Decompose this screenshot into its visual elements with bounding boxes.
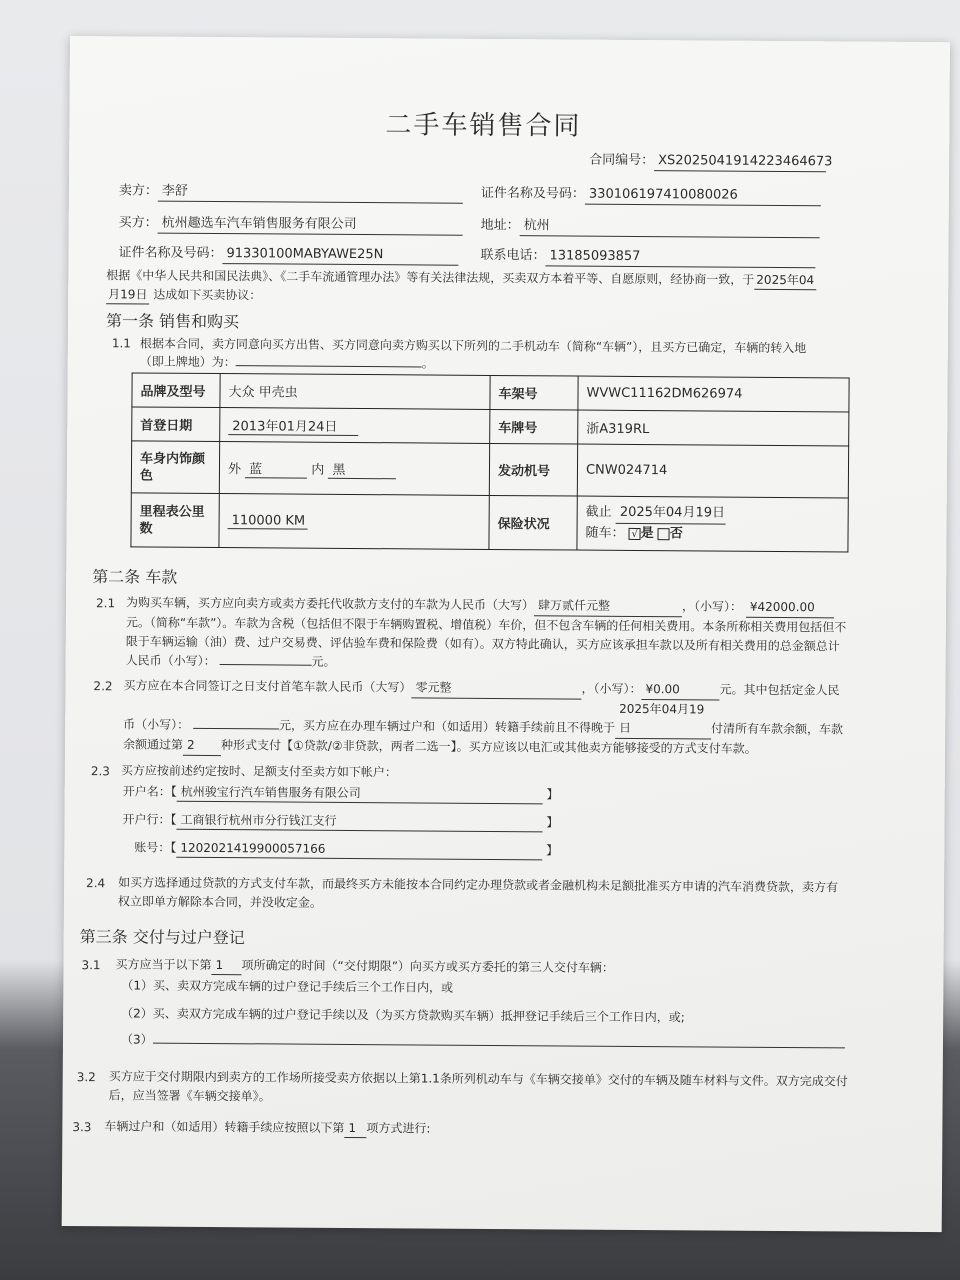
clause-2-4: 如买方选择通过贷款的方式支付车款，而最终买方未能按本合同约定办理贷款或者金融机构未足额批准买方申请的汽车消费贷款，卖方有权立即单方解除本合同，并没收定金。 <box>117 875 839 910</box>
price-upper: 肆万贰仟元整 <box>534 596 682 617</box>
transfer-option: 1 <box>344 1119 366 1138</box>
delivery-option-3: （3） <box>121 1030 845 1053</box>
buyer-id: 91330100MABYAWE25N <box>222 245 458 266</box>
plate-label: 车牌号 <box>490 409 578 444</box>
clause-2-1: 为购买车辆，买方应向卖方或卖方委托代收款方支付的车款为人民币（大写） 肆万贰仟元整 ，（小写）： ¥42000.00元。（简称“车款”）。车款为含税（包括但不限于车辆购置税、增值税）车价，但不包含车辆的任何相关费用。本条所称相关费用包括但不限于车辆运输（油）费、过户交易费、评估验车费和保险费（如有）。双方特此确认，买方应该承担车款以及所有相关费用的总金额总计人民币（小写）： 元。 <box>125 595 847 669</box>
article3-heading: 第三条 交付与过户登记 <box>79 927 245 948</box>
seller-name: 李舒 <box>158 183 463 204</box>
clause-number: 2.1 <box>95 596 116 611</box>
clause-2-3: 买方应按前述约定按时、足额支付至卖方如下帐户： <box>120 763 397 780</box>
interior-color: 黑 <box>328 458 396 478</box>
account-number: 1202021419900057166 <box>176 839 542 861</box>
vehicle-info-table <box>130 372 849 552</box>
engine-value: CNW024714 <box>577 444 848 498</box>
phone-row: 联系电话： 13185093857 <box>480 247 815 268</box>
exterior-color: 蓝 <box>245 458 307 478</box>
delivery-option: 1 <box>211 956 241 975</box>
clause-number: 3.3 <box>72 1120 92 1135</box>
balance-deadline: 2025年04月19日 <box>615 700 711 740</box>
reg-date-value: 2013年01月24日 <box>228 415 358 436</box>
buyer-address: 杭州 <box>520 217 820 238</box>
mileage-label: 里程表公里数 <box>131 493 219 548</box>
seller-id-row: 证件名称及号码： 330106197410080026 <box>481 185 821 206</box>
vin-value: WVWC11162DM626974 <box>578 376 849 412</box>
account-number-row: 账号：【 1202021419900057166 】 <box>134 838 558 860</box>
reg-date-label: 首登日期 <box>132 407 220 442</box>
table-row <box>131 493 848 552</box>
agreement-date-part1: 2025年04 <box>754 271 816 290</box>
buyer-phone: 13185093857 <box>545 247 815 268</box>
plate-value: 浙A319RL <box>578 410 849 446</box>
agreement-date-part2: 月19日 <box>106 285 149 304</box>
vin-label: 车架号 <box>490 375 578 410</box>
delivery-option-1: （1）买、卖双方完成车辆的过户登记手续后三个工作日内，或 <box>121 978 454 995</box>
mileage-cell <box>219 494 489 550</box>
contract-number: 合同编号： XS2025041914223464673 <box>589 152 826 173</box>
insurance-cell: 截止 2025年04月19日 随车： √ 是 否 <box>577 496 848 552</box>
clause-number: 2.2 <box>93 679 113 694</box>
clause-3-1: 买方应当于以下第 1 项所确定的时间（“交付期限”）向买方或买方委托的第三人交付车辆： <box>115 957 615 975</box>
clause-2-2: 买方应在本合同签订之日支付首笔车款人民币（大写） 零元整 ，（小写）： ¥0.00 元。其中包括定金人民币（小写）： 元，买方应在办理车辆过户和（如适用）转籍手续前且不得晚于2025年04月19日 付清所有车款余额，车款余额通过第 2 种形式支付【①贷款/②非贷款，两者二选一】。买方应该以电汇或其他卖方能够接受的方式支付车款。 <box>123 678 844 756</box>
bank-name: 工商银行杭州市分行钱江支行 <box>176 811 542 833</box>
clause-number: 2.3 <box>90 764 111 779</box>
article1-heading: 第一条 销售和购买 <box>105 311 240 332</box>
first-payment-lower: ¥0.00 <box>641 680 719 701</box>
insurance-label: 保险状况 <box>489 495 577 550</box>
brand-value: 大众 甲壳虫 <box>220 374 490 410</box>
clause-3-2: 买方应于交付期限内到卖方的工作场所接受卖方依据以上第1.1条所列机动车与《车辆交接单》交付的车辆及随车材料与文件。双方完成交付后，应当签署《车辆交接单》。 <box>108 1069 848 1104</box>
contract-title: 二手车销售合同 <box>385 110 582 142</box>
contract-number-value: XS2025041914223464673 <box>654 152 826 172</box>
table-row <box>131 441 848 498</box>
address-row: 地址： 杭州 <box>481 217 820 238</box>
intro-paragraph: 根据《中华人民共和国民法典》、《二手车流通管理办法》等有关法律法规，买卖双方本着平等、自愿原则，经协商一致，于 2025年04 月19日 达成如下买卖协议： <box>106 266 841 309</box>
engine-label: 发动机号 <box>489 443 577 496</box>
table-row <box>132 373 849 412</box>
buyer-name: 杭州趣选车汽车销售服务有限公司 <box>158 215 463 236</box>
color-label: 车身内饰颜色 <box>131 441 219 494</box>
article2-heading: 第二条 车款 <box>92 567 178 587</box>
table-row <box>132 407 849 446</box>
seller-id: 330106197410080026 <box>585 186 821 207</box>
clause-number: 1.1 <box>111 336 131 351</box>
seller-row: 卖方： 李舒 <box>119 182 463 203</box>
clause-number: 3.1 <box>81 958 101 973</box>
account-name: 杭州骏宝行汽车销售服务有限公司 <box>177 783 543 805</box>
checkbox-yes[interactable]: √ <box>629 527 641 539</box>
price-lower: ¥42000.00 <box>746 598 834 619</box>
buyer-id-row: 证件名称及号码： 91330100MABYAWE25N <box>118 244 458 265</box>
checkbox-no[interactable] <box>658 528 670 540</box>
bank-row: 开户行：【 工商银行杭州市分行钱江支行 】 <box>122 810 558 832</box>
brand-label: 品牌及型号 <box>132 373 220 408</box>
color-cell: 外 蓝 内 黑 <box>219 442 489 496</box>
insurance-until: 2025年04月19日 <box>616 503 726 525</box>
delivery-option-2: （2）买、卖双方完成车辆的过户登记手续以及（为买方贷款购买车辆）抵押登记手续后三个工作日内，或; <box>121 1006 685 1025</box>
buyer-row: 买方： 杭州趣选车汽车销售服务有限公司 <box>119 214 463 235</box>
clause-number: 3.2 <box>76 1070 96 1085</box>
contract-page <box>62 36 950 1232</box>
mileage-value: 110000 KM <box>228 513 308 530</box>
payment-method: 2 <box>183 736 221 756</box>
clause-3-3: 车辆过户和（如适用）转籍手续应按照以下第 1 项方式进行: <box>104 1117 430 1138</box>
clause-number: 2.4 <box>86 876 106 891</box>
account-name-row: 开户名：【 杭州骏宝行汽车销售服务有限公司 】 <box>123 782 559 804</box>
first-payment-upper: 零元整 <box>411 678 581 699</box>
clause-1-1: 根据本合同，卖方同意向买方出售、买方同意向卖方购买以下所列的二手机动车（简称“车辆”），且买方已确定，车辆的转入地 （即上牌地）为： 。 <box>139 336 807 371</box>
reg-date-cell <box>220 408 490 444</box>
